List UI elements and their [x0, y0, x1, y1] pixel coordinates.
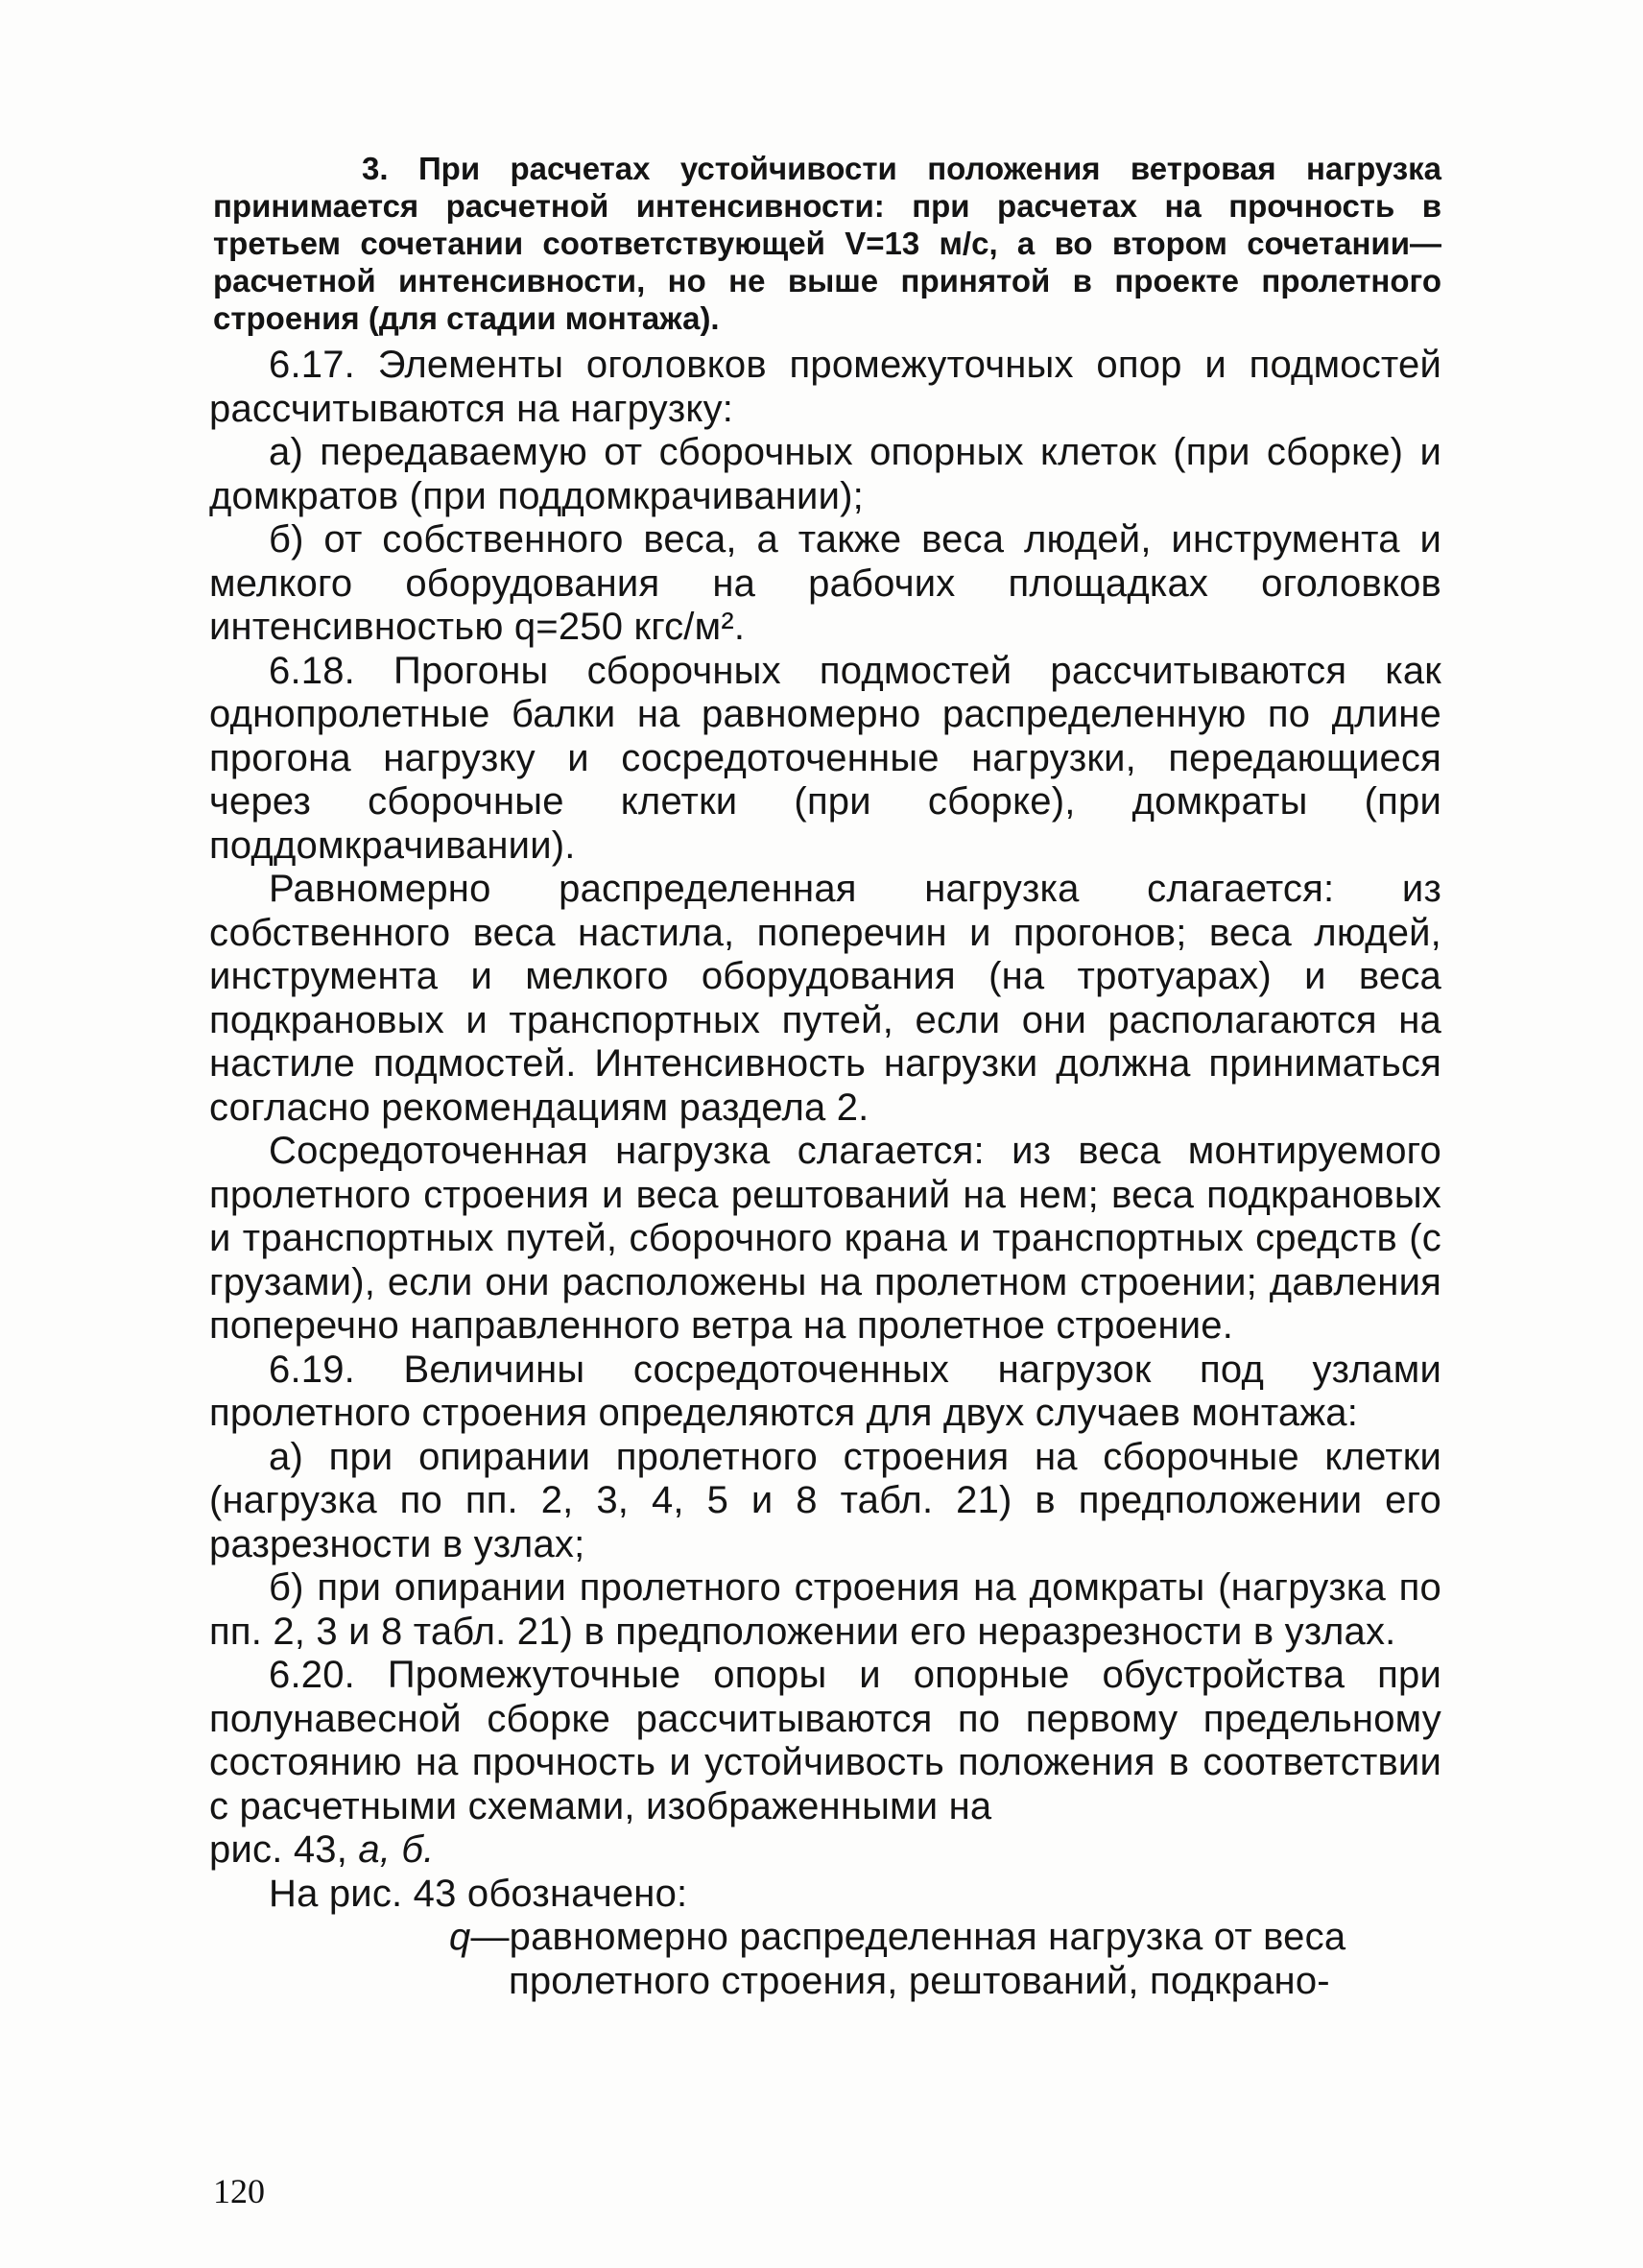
page-number: 120: [213, 2172, 265, 2210]
figure-reference: [209, 1828, 1441, 1873]
paragraph-6-19: 6.19. Величины сосредоточенных нагрузок под узлами пролетного строения определяются для двух случаев монтажа:: [209, 1348, 1441, 1434]
legend-item-q: [209, 1916, 1441, 1960]
paragraph-6-17-a: а) передаваемую от сборочных опорных клеток (при сборке) и домкратов (при поддомкрачивании);: [209, 431, 1441, 517]
body-text: [209, 344, 1441, 2003]
paragraph-6-18: 6.18. Прогоны сборочных подмостей рассчитываются как однопролетные балки на равномерно распределенную по длине прогона нагрузку и сосредоточенные нагрузки, передающиеся через сборочные клетки (при сборке), домкраты (при поддомкрачивании).: [209, 649, 1441, 867]
paragraph-6-17-b: б) от собственного веса, а также веса людей, инструмента и мелкого оборудования на рабочих площадках оголовков интенсивностью q=250 кгс/м².: [209, 518, 1441, 648]
paragraph-uniform-load: Равномерно распределенная нагрузка слагается: из собственного веса настила, поперечин и прогонов; веса людей, инструмента и мелкого оборудования (на тротуарах) и веса подкрановых и транспортных путей, если они располагаются на настиле подмостей. Интенсивность нагрузки должна приниматься согласно рекомендациям раздела 2.: [209, 868, 1441, 1129]
paragraph-6-20: 6.20. Промежуточные опоры и опорные обустройства при полунавесной сборке рассчитываются по первому предельному состоянию на прочность и устойчивость положения в соответствии с расчетными схемами, изображенными на: [209, 1654, 1441, 1827]
legend-description-line1: —равномерно распределенная нагрузка от веса: [470, 1916, 1346, 1958]
figure-reference-prefix: рис. 43,: [209, 1828, 348, 1871]
paragraph-6-19-b: б) при опирании пролетного строения на домкраты (нагрузка по пп. 2, 3 и 8 табл. 21) в предположении его неразрезности в узлах.: [209, 1566, 1441, 1653]
paragraph-6-19-a: а) при опирании пролетного строения на сборочные клетки (нагрузка по пп. 2, 3, 4, 5 и 8 табл. 21) в предположении его разрезности в узлах;: [209, 1435, 1441, 1565]
footnote-3: 3. При расчетах устойчивости положения ветровая нагрузка принимается расчетной интенсивности: при расчетах на прочность в третьем сочетании соответствующей V=13 м/с, а во втором сочетании—расчетной интенсивности, но не выше принятой в проекте пролетного строения (для стадии монтажа).: [213, 151, 1441, 336]
paragraph-6-17: 6.17. Элементы оголовков промежуточных опор и подмостей рассчитываются на нагрузку:: [209, 344, 1441, 430]
paragraph-concentrated-load: Сосредоточенная нагрузка слагается: из веса монтируемого пролетного строения и веса рештований на нем; веса подкрановых и транспортных путей, сборочного крана и транспортных средств (с грузами), если они расположены на пролетном строении; давления поперечно направленного ветра на пролетное строение.: [209, 1130, 1441, 1347]
legend-symbol: q: [449, 1916, 471, 1958]
legend-intro: На рис. 43 обозначено:: [269, 1872, 688, 1915]
figure-reference-letters: а, б.: [358, 1828, 435, 1871]
legend-description-line2: пролетного строения, рештований, подкрано-: [509, 1959, 1330, 2002]
legend: [209, 1916, 1441, 2003]
table-footnote: [213, 150, 1441, 337]
